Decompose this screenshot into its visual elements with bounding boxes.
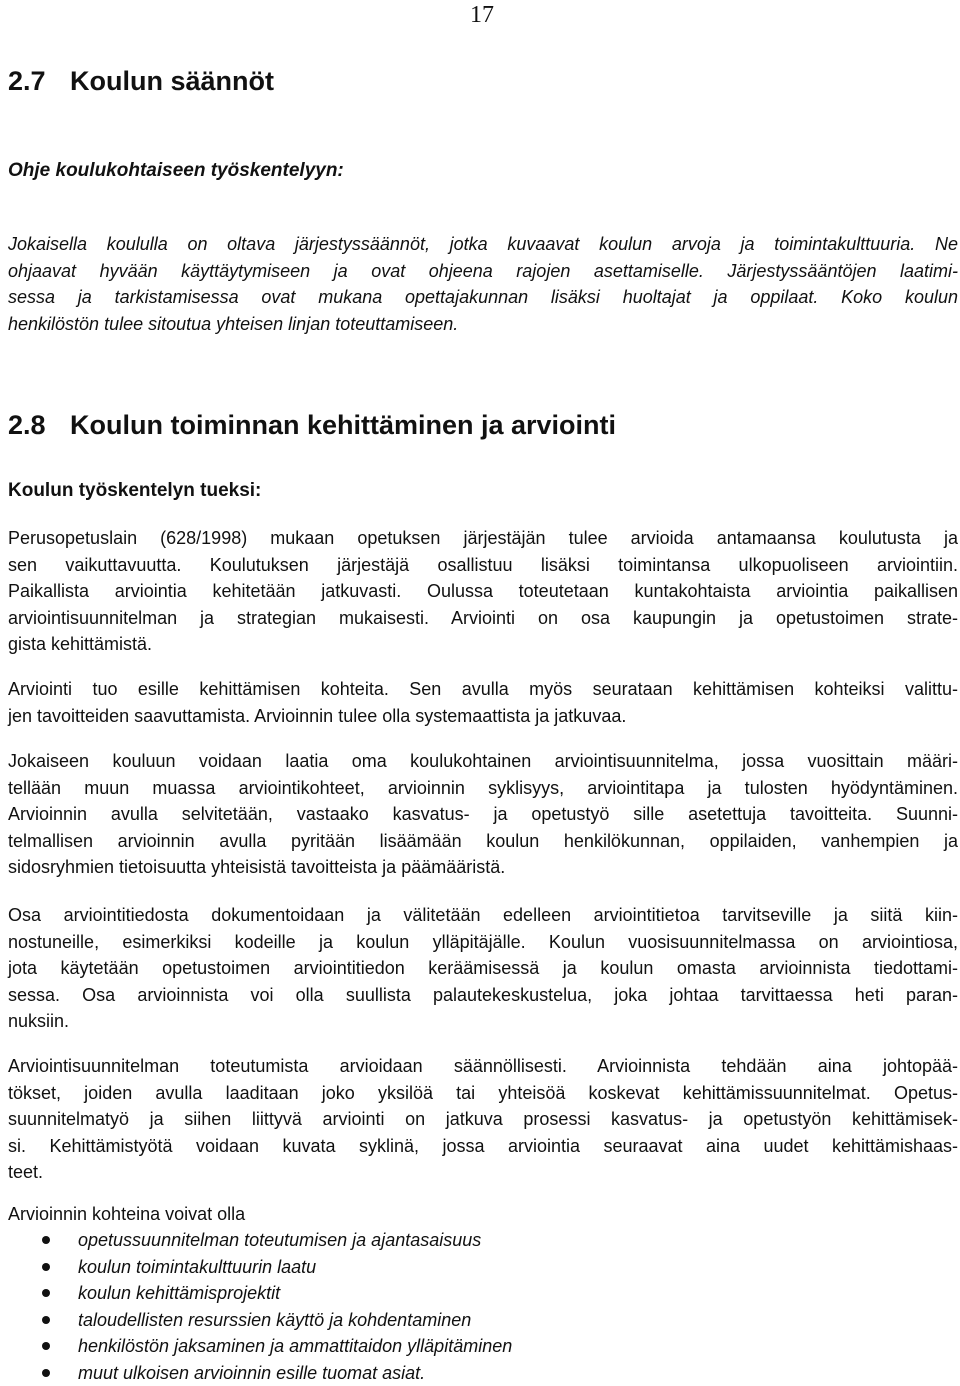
text-line: si. Kehittämistyötä voidaan kuvata syklinä, jossa arviointia seuraavat aina uudet kehittämishaas- — [8, 1133, 958, 1160]
text-line: arviointisuunnitelman ja strategian mukaisesti. Arviointi on osa kaupungin ja opetustoimen strate- — [8, 605, 958, 632]
text-line: nuksiin. — [8, 1008, 958, 1035]
list-item-text: koulun kehittämisprojektit — [78, 1283, 280, 1303]
text-line: nostuneille, esimerkiksi kodeille ja koulun ylläpitäjälle. Koulun vuosisuunnitelmassa on arviointiosa, — [8, 929, 958, 956]
paragraph-5 — [8, 1053, 958, 1186]
section-heading-2-8 — [8, 410, 616, 441]
list-item-text: muut ulkoisen arvioinnin esille tuomat asiat. — [78, 1363, 425, 1383]
list-item — [8, 1254, 948, 1281]
bullet-icon — [42, 1236, 50, 1244]
section-title: Koulun säännöt — [70, 66, 274, 96]
section-heading-2-7 — [8, 66, 274, 97]
text-line: Jokaiseen kouluun voidaan laatia oma koulukohtainen arviointisuunnitelma, jossa vuosittain määri- — [8, 748, 958, 775]
bullet-icon — [42, 1316, 50, 1324]
list-item — [8, 1227, 948, 1254]
text-line: Arvioinnin avulla selvitetään, vastaako kasvatus- ja opetustyö sille asetettuja tavoitteita. Suunni- — [8, 801, 958, 828]
bullet-icon — [42, 1342, 50, 1350]
text-line: teet. — [8, 1159, 958, 1186]
instruction-heading: Ohje koulukohtaiseen työskentelyyn: — [8, 160, 344, 182]
support-subheading: Koulun työskentelyn tueksi: — [8, 480, 261, 502]
text-line: jota käytetään opetustoimen arviointitiedon keräämisessä ja koulun omasta arvioinnista tiedottami- — [8, 955, 958, 982]
text-line: gista kehittämistä. — [8, 631, 958, 658]
page-number: 17 — [470, 2, 494, 29]
text-line: sessa ja tarkistamisessa ovat mukana opettajakunnan lisäksi huoltajat ja oppilaat. Koko koulun — [8, 284, 958, 311]
text-line: sen vaikuttavuutta. Koulutuksen järjestäjä osallistuu lisäksi toimintansa ulkopuoliseen arviointiin. — [8, 552, 958, 579]
list-item-text: opetussuunnitelman toteutumisen ja ajantasaisuus — [78, 1230, 481, 1250]
text-line: Arviointisuunnitelman toteutumista arvioidaan säännöllisesti. Arvioinnista tehdään aina johtopää- — [8, 1053, 958, 1080]
text-line: ohjaavat hyvään käyttäytymiseen ja ovat ohjeena rajojen asettamiselle. Järjestyssääntöjen laatimi- — [8, 258, 958, 285]
text-line: Jokaisella koululla on oltava järjestyssäännöt, jotka kuvaavat koulun arvoja ja toimintakulttuuria. Ne — [8, 231, 958, 258]
text-line: tökset, joiden avulla laaditaan joko yksilöä tai yhteisöä koskevat kehittämissuunnitelmat. Opetus- — [8, 1080, 958, 1107]
list-item-text: taloudellisten resurssien käyttö ja kohdentaminen — [78, 1310, 471, 1330]
list-item — [8, 1360, 948, 1386]
list-item-text: koulun toimintakulttuurin laatu — [78, 1257, 316, 1277]
text-line: tellään muun muassa arviointikohteet, arvioinnin syklisyys, arviointitapa ja tulosten hyödyntäminen. — [8, 775, 958, 802]
list-item — [8, 1280, 948, 1307]
bullet-icon — [42, 1369, 50, 1377]
paragraph-4 — [8, 902, 958, 1035]
text-line: telmallisen arvioinnin avulla pyritään lisäämään koulun henkilökunnan, oppilaiden, vanhempien ja — [8, 828, 958, 855]
evaluation-targets-list — [8, 1227, 948, 1386]
list-intro — [8, 1201, 958, 1228]
text-line: jen tavoitteiden saavuttamista. Arvioinnin tulee olla systemaattista ja jatkuvaa. — [8, 703, 958, 730]
bullet-icon — [42, 1263, 50, 1271]
text-line: sessa. Osa arvioinnista voi olla suullista palautekeskustelua, joka johtaa tarvittaessa heti paran- — [8, 982, 958, 1009]
bullet-icon — [42, 1289, 50, 1297]
paragraph-2 — [8, 676, 958, 729]
paragraph-1 — [8, 525, 958, 658]
list-item — [8, 1307, 948, 1334]
section-number: 2.8 — [8, 410, 70, 441]
text-line: Paikallista arviointia kehitetään jatkuvasti. Oulussa toteutetaan kuntakohtaista arviointia paikallisen — [8, 578, 958, 605]
section-number: 2.7 — [8, 66, 70, 97]
list-item — [8, 1333, 948, 1360]
text-line: Osa arviointitiedosta dokumentoidaan ja välitetään edelleen arviointitietoa tarvitseville ja siitä kiin- — [8, 902, 958, 929]
rules-paragraph — [8, 231, 958, 337]
text-line: Arviointi tuo esille kehittämisen kohteita. Sen avulla myös seurataan kehittämisen kohteiksi valittu- — [8, 676, 958, 703]
text-line: henkilöstön tulee sitoutua yhteisen linjan toteuttamiseen. — [8, 311, 958, 338]
text-line: suunnitelmatyö ja siihen liittyvä arviointi on jatkuva prosessi kasvatus- ja opetustyön kehittämisek- — [8, 1106, 958, 1133]
section-title: Koulun toiminnan kehittäminen ja arviointi — [70, 410, 616, 440]
list-item-text: henkilöstön jaksaminen ja ammattitaidon ylläpitäminen — [78, 1336, 512, 1356]
text-line: sidosryhmien tietoisuutta yhteisistä tavoitteista ja päämääristä. — [8, 854, 958, 881]
text-line: Perusopetuslain (628/1998) mukaan opetuksen järjestäjän tulee arvioida antamaansa koulutusta ja — [8, 525, 958, 552]
text-line: Arvioinnin kohteina voivat olla — [8, 1201, 958, 1228]
paragraph-3 — [8, 748, 958, 881]
